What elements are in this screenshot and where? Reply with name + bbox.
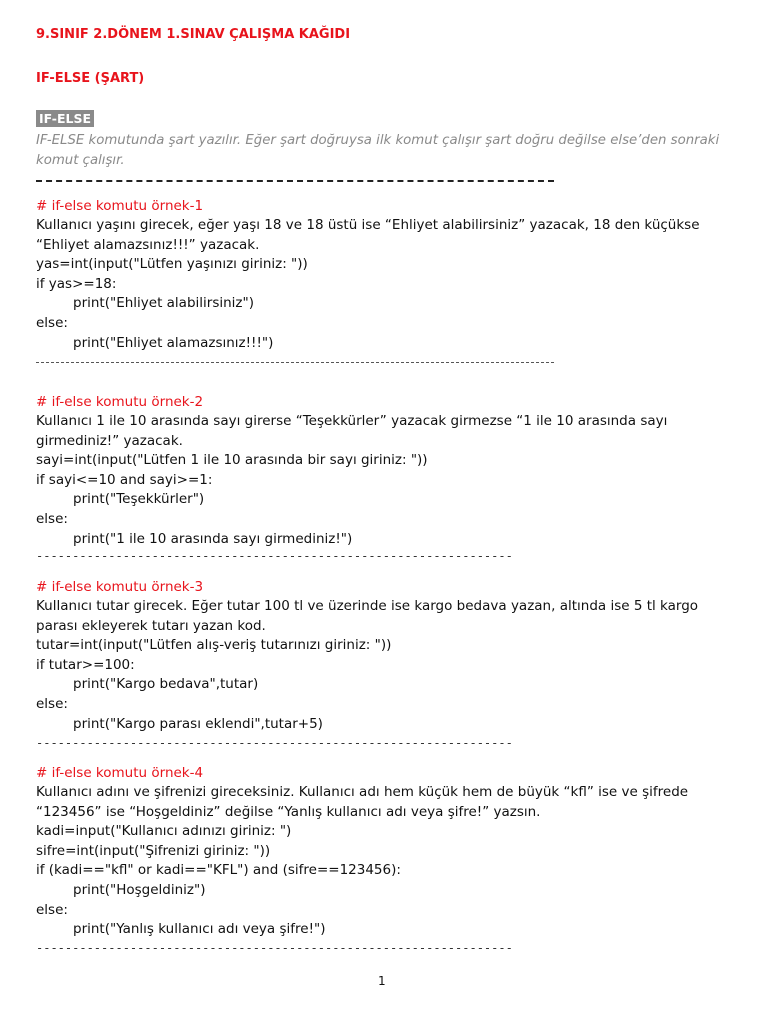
code-line: else: <box>36 510 68 527</box>
topic-badge: IF-ELSE <box>36 110 94 127</box>
example-section-1 <box>36 196 736 353</box>
example-title: # if-else komutu örnek-1 <box>36 198 204 214</box>
code-line: else: <box>36 314 68 331</box>
code-line: if yas>=18: <box>36 275 117 292</box>
code-line: print("Kargo parası eklendi",tutar+5) <box>73 715 323 732</box>
code-line: print("Yanlış kullanıcı adı veya şifre!") <box>73 921 326 938</box>
code-line: print("Ehliyet alabilirsiniz") <box>73 295 254 312</box>
divider <box>36 362 554 363</box>
code-line: kadi=input("Kullanıcı adınızı giriniz: ") <box>36 823 292 840</box>
code-line: yas=int(input("Lütfen yaşınızı giriniz: ")) <box>36 256 308 273</box>
code-line: print("Kargo bedava",tutar) <box>73 676 259 693</box>
code-line: print("Hoşgeldiniz") <box>73 881 206 898</box>
example-title: # if-else komutu örnek-4 <box>36 765 204 781</box>
example-title: # if-else komutu örnek-2 <box>36 394 204 410</box>
topic-title: IF-ELSE (ŞART) <box>36 71 145 86</box>
divider <box>36 180 554 182</box>
code-line: tutar=int(input("Lütfen alış-veriş tutarınızı giriniz: ")) <box>36 637 392 654</box>
example-description: Kullanıcı yaşını girecek, eğer yaşı 18 ve 18 üstü ise “Ehliyet alabilirsiniz” yazacak, 18 den küçükse “Ehliyet alamazsınız!!!” yazacak. <box>36 217 700 253</box>
code-line: if sayi<=10 and sayi>=1: <box>36 471 213 488</box>
divider: ------------------------------------------------------------------ <box>36 550 513 562</box>
divider: ------------------------------------------------------------------ <box>36 942 513 954</box>
code-line: print("Teşekkürler") <box>73 491 205 508</box>
example-section-3 <box>36 577 736 734</box>
intro-text: IF-ELSE komutunda şart yazılır. Eğer şart doğruysa ilk komut çalışır şart doğru değilse else’den sonraki komut çalışır. <box>36 133 720 168</box>
document-title: 9.SINIF 2.DÖNEM 1.SINAV ÇALIŞMA KAĞIDI <box>36 27 351 42</box>
divider: ------------------------------------------------------------------ <box>36 737 513 749</box>
example-title: # if-else komutu örnek-3 <box>36 579 204 595</box>
code-line: if (kadi=="kfl" or kadi=="KFL") and (sifre==123456): <box>36 862 401 879</box>
code-line: sayi=int(input("Lütfen 1 ile 10 arasında bir sayı giriniz: ")) <box>36 452 428 469</box>
example-description: Kullanıcı adını ve şifrenizi gireceksiniz. Kullanıcı adı hem küçük hem de büyük “kfl” ise ve şifrede “123456” ise “Hoşgeldiniz” değilse “Yanlış kullanıcı adı veya şifre!” yazsın. <box>36 784 689 820</box>
code-line: sifre=int(input("Şifrenizi giriniz: ")) <box>36 842 271 859</box>
code-line: else: <box>36 695 68 712</box>
code-line: print("1 ile 10 arasında sayı girmediniz!") <box>73 530 353 547</box>
page-number: 1 <box>378 974 386 988</box>
code-line: else: <box>36 901 68 918</box>
example-description: Kullanıcı 1 ile 10 arasında sayı girerse “Teşekkürler” yazacak girmezse “1 ile 10 arasında sayı girmediniz!” yazacak. <box>36 413 668 449</box>
example-section-4 <box>36 763 736 940</box>
example-description: Kullanıcı tutar girecek. Eğer tutar 100 tl ve üzerinde ise kargo bedava yazan, altında ise 5 tl kargo parası ekleyerek tutarı yazan kod. <box>36 598 699 634</box>
code-line: print("Ehliyet alamazsınız!!!") <box>73 334 274 351</box>
example-section-2 <box>36 392 736 549</box>
code-line: if tutar>=100: <box>36 656 135 673</box>
